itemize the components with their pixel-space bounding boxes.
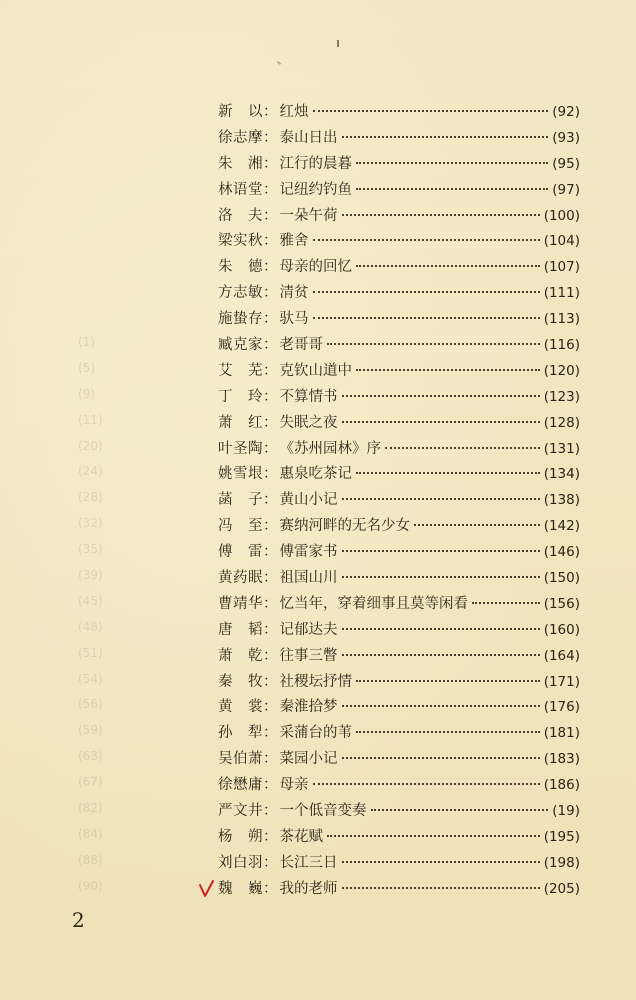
toc-separator: ： bbox=[263, 466, 278, 483]
dot-leader bbox=[313, 291, 540, 293]
toc-page-ref: (113) bbox=[543, 311, 580, 328]
toc-title: 记纽约钓鱼 bbox=[279, 181, 352, 198]
toc-author: 叶圣陶 bbox=[218, 440, 263, 457]
toc-page-ref: (195) bbox=[543, 828, 580, 845]
toc-entry bbox=[218, 488, 580, 514]
toc-author: 施蛰存 bbox=[218, 311, 263, 328]
toc-separator: ： bbox=[263, 311, 278, 328]
toc-page-ref: (164) bbox=[543, 647, 580, 664]
toc-entry bbox=[218, 255, 580, 281]
toc-entry bbox=[218, 229, 580, 255]
toc-title: 雅舍 bbox=[279, 233, 309, 250]
toc-author: 曹靖华 bbox=[218, 595, 263, 612]
dot-leader bbox=[327, 835, 540, 837]
toc-title: 不算情书 bbox=[279, 388, 338, 405]
dot-leader bbox=[342, 498, 540, 500]
toc-entry bbox=[218, 773, 580, 799]
dot-leader bbox=[356, 188, 548, 190]
dot-leader bbox=[313, 317, 540, 319]
toc-title: 茶花赋 bbox=[279, 828, 323, 845]
toc-separator: ： bbox=[263, 362, 278, 379]
toc-page-ref: (183) bbox=[543, 751, 580, 768]
toc-author: 姚雪垠 bbox=[218, 466, 263, 483]
toc-entry bbox=[218, 877, 580, 903]
dot-leader bbox=[414, 524, 540, 526]
toc-page-ref: (160) bbox=[543, 621, 580, 638]
dot-leader bbox=[313, 783, 540, 785]
toc-entry bbox=[218, 437, 580, 463]
toc-page-ref: (176) bbox=[543, 699, 580, 716]
toc-entry bbox=[218, 799, 580, 825]
toc-author: 魏 巍 bbox=[218, 880, 263, 897]
bleed-through-number: (84) bbox=[78, 826, 103, 841]
toc-author: 冯 至 bbox=[218, 518, 263, 535]
toc-page-ref: (19) bbox=[552, 803, 580, 820]
bleed-through-number: (54) bbox=[78, 671, 103, 686]
dot-leader bbox=[342, 861, 540, 863]
bleed-through-number: (24) bbox=[78, 464, 103, 479]
table-of-contents bbox=[218, 100, 580, 903]
toc-title: 黄山小记 bbox=[279, 492, 338, 509]
toc-author: 秦 牧 bbox=[218, 673, 263, 690]
toc-separator: ： bbox=[263, 337, 278, 354]
toc-separator: ： bbox=[263, 129, 278, 146]
dot-leader bbox=[356, 731, 540, 733]
bleed-through-number: (63) bbox=[78, 749, 103, 764]
toc-page-ref: (100) bbox=[543, 207, 580, 224]
bleed-through-number: (59) bbox=[78, 723, 103, 738]
toc-author: 杨 朔 bbox=[218, 828, 263, 845]
toc-title: 失眠之夜 bbox=[279, 414, 338, 431]
toc-entry bbox=[218, 333, 580, 359]
toc-separator: ： bbox=[263, 751, 278, 768]
toc-author: 新 以 bbox=[218, 104, 263, 120]
toc-title: 社稷坛抒情 bbox=[279, 673, 352, 690]
toc-author: 洛 夫 bbox=[218, 207, 263, 224]
toc-page-ref: (92) bbox=[552, 104, 580, 120]
toc-page-ref: (134) bbox=[543, 466, 580, 483]
toc-page-ref: (131) bbox=[543, 440, 580, 457]
toc-separator: ： bbox=[263, 725, 278, 742]
toc-entry bbox=[218, 747, 580, 773]
bleed-through-number: (90) bbox=[78, 878, 103, 893]
toc-author: 刘白羽 bbox=[218, 854, 263, 871]
toc-title: 长江三日 bbox=[279, 854, 338, 871]
dot-leader bbox=[342, 887, 540, 889]
page-number: 2 bbox=[72, 908, 85, 932]
toc-author: 朱 湘 bbox=[218, 155, 263, 172]
toc-entry bbox=[218, 644, 580, 670]
toc-entry bbox=[218, 592, 580, 618]
bleed-through-page-numbers bbox=[78, 330, 118, 900]
toc-page-ref: (123) bbox=[543, 388, 580, 405]
toc-entry bbox=[218, 514, 580, 540]
toc-author: 黄 裳 bbox=[218, 699, 263, 716]
toc-title: 傅雷家书 bbox=[279, 544, 338, 561]
dot-leader bbox=[313, 110, 549, 112]
red-checkmark-icon bbox=[198, 880, 216, 898]
toc-separator: ： bbox=[263, 570, 278, 587]
toc-author: 林语堂 bbox=[218, 181, 263, 198]
toc-page-ref: (142) bbox=[543, 518, 580, 535]
toc-page-ref: (97) bbox=[552, 181, 580, 198]
toc-title: 采蒲台的苇 bbox=[279, 725, 352, 742]
bleed-through-number: (28) bbox=[78, 490, 103, 505]
dot-leader bbox=[342, 550, 540, 552]
toc-page-ref: (111) bbox=[543, 285, 580, 302]
toc-author: 萧 红 bbox=[218, 414, 263, 431]
toc-title: 红烛 bbox=[279, 104, 309, 120]
toc-title: 《苏州园林》序 bbox=[279, 440, 381, 457]
bleed-through-number: (1) bbox=[78, 335, 95, 349]
toc-author: 傅 雷 bbox=[218, 544, 263, 561]
toc-page-ref: (146) bbox=[543, 544, 580, 561]
toc-separator: ： bbox=[263, 647, 278, 664]
dot-leader bbox=[342, 757, 540, 759]
dot-leader bbox=[342, 421, 540, 423]
toc-author: 朱 德 bbox=[218, 259, 263, 276]
toc-separator: ： bbox=[263, 828, 278, 845]
toc-author: 梁实秋 bbox=[218, 233, 263, 250]
dot-leader bbox=[313, 239, 540, 241]
dot-leader bbox=[342, 214, 540, 216]
toc-title: 赛纳河畔的无名少女 bbox=[279, 518, 410, 535]
toc-title: 记郁达夫 bbox=[279, 621, 338, 638]
bleed-through-number: (32) bbox=[78, 516, 103, 531]
bleed-through-number: (67) bbox=[78, 775, 103, 790]
toc-separator: ： bbox=[263, 440, 278, 457]
toc-title: 清贫 bbox=[279, 285, 309, 302]
toc-entry bbox=[218, 462, 580, 488]
toc-author: 吴伯萧 bbox=[218, 751, 263, 768]
toc-separator: ： bbox=[263, 803, 278, 820]
toc-author: 严文井 bbox=[218, 803, 263, 820]
dot-leader bbox=[342, 628, 540, 630]
dot-leader bbox=[472, 602, 540, 604]
toc-separator: ： bbox=[263, 595, 278, 612]
bleed-through-number: (48) bbox=[78, 619, 103, 634]
toc-title: 江行的晨暮 bbox=[279, 155, 352, 172]
toc-page-ref: (138) bbox=[543, 492, 580, 509]
toc-entry bbox=[218, 307, 580, 333]
bleed-through-number: (20) bbox=[78, 438, 103, 453]
toc-title: 祖国山川 bbox=[279, 570, 338, 587]
toc-entry bbox=[218, 618, 580, 644]
toc-separator: ： bbox=[263, 699, 278, 716]
toc-title: 克钦山道中 bbox=[279, 362, 352, 379]
toc-separator: ： bbox=[263, 104, 278, 120]
dot-leader bbox=[356, 369, 540, 371]
toc-title: 一个低音变奏 bbox=[279, 803, 367, 820]
toc-title: 我的老师 bbox=[279, 880, 338, 897]
toc-author: 臧克家 bbox=[218, 337, 263, 354]
toc-entry bbox=[218, 204, 580, 230]
toc-separator: ： bbox=[263, 233, 278, 250]
toc-author: 萧 乾 bbox=[218, 647, 263, 664]
toc-page-ref: (198) bbox=[543, 854, 580, 871]
toc-separator: ： bbox=[263, 854, 278, 871]
toc-page-ref: (128) bbox=[543, 414, 580, 431]
toc-title: 惠泉吃茶记 bbox=[279, 466, 352, 483]
bleed-through-number: (51) bbox=[78, 645, 103, 660]
toc-page-ref: (93) bbox=[552, 129, 580, 146]
print-speck bbox=[277, 61, 281, 65]
dot-leader bbox=[356, 472, 540, 474]
toc-title: 母亲 bbox=[279, 777, 309, 794]
toc-entry bbox=[218, 100, 580, 126]
toc-title: 往事三瞥 bbox=[279, 647, 338, 664]
toc-separator: ： bbox=[263, 880, 278, 897]
toc-separator: ： bbox=[263, 621, 278, 638]
toc-separator: ： bbox=[263, 181, 278, 198]
bleed-through-number: (39) bbox=[78, 568, 103, 583]
toc-separator: ： bbox=[263, 414, 278, 431]
bleed-through-number: (35) bbox=[78, 542, 103, 557]
toc-author: 孙 犁 bbox=[218, 725, 263, 742]
toc-separator: ： bbox=[263, 544, 278, 561]
toc-title: 秦淮拾梦 bbox=[279, 699, 338, 716]
toc-author: 艾 芜 bbox=[218, 362, 263, 379]
toc-title: 母亲的回忆 bbox=[279, 259, 352, 276]
print-speck bbox=[337, 40, 339, 47]
toc-separator: ： bbox=[263, 518, 278, 535]
toc-page-ref: (171) bbox=[543, 673, 580, 690]
toc-entry bbox=[218, 178, 580, 204]
dot-leader bbox=[342, 395, 540, 397]
toc-separator: ： bbox=[263, 259, 278, 276]
toc-separator: ： bbox=[263, 285, 278, 302]
toc-entry bbox=[218, 152, 580, 178]
bleed-through-number: (11) bbox=[78, 412, 103, 427]
toc-separator: ： bbox=[263, 155, 278, 172]
toc-entry bbox=[218, 385, 580, 411]
toc-page-ref: (156) bbox=[543, 595, 580, 612]
toc-title: 泰山日出 bbox=[279, 129, 338, 146]
toc-entry bbox=[218, 566, 580, 592]
toc-title: 老哥哥 bbox=[279, 337, 323, 354]
dot-leader bbox=[342, 705, 540, 707]
toc-page-ref: (150) bbox=[543, 570, 580, 587]
toc-page-ref: (116) bbox=[543, 337, 580, 354]
dot-leader bbox=[356, 162, 548, 164]
toc-separator: ： bbox=[263, 207, 278, 224]
toc-separator: ： bbox=[263, 777, 278, 794]
toc-entry bbox=[218, 670, 580, 696]
dot-leader bbox=[342, 136, 549, 138]
toc-author: 菡 子 bbox=[218, 492, 263, 509]
toc-author: 方志敏 bbox=[218, 285, 263, 302]
toc-title: 菜园小记 bbox=[279, 751, 338, 768]
dot-leader bbox=[342, 654, 540, 656]
toc-page-ref: (186) bbox=[543, 777, 580, 794]
toc-entry bbox=[218, 540, 580, 566]
toc-title: 驮马 bbox=[279, 311, 309, 328]
dot-leader bbox=[371, 809, 549, 811]
dot-leader bbox=[356, 265, 540, 267]
toc-entry bbox=[218, 281, 580, 307]
toc-separator: ： bbox=[263, 492, 278, 509]
bleed-through-number: (88) bbox=[78, 852, 103, 867]
toc-title: 忆当年，穿着细事且莫等闲看 bbox=[279, 595, 468, 612]
toc-author: 丁 玲 bbox=[218, 388, 263, 405]
toc-page-ref: (181) bbox=[543, 725, 580, 742]
toc-entry bbox=[218, 825, 580, 851]
toc-page-ref: (107) bbox=[543, 259, 580, 276]
bleed-through-number: (56) bbox=[78, 697, 103, 712]
bleed-through-number: (9) bbox=[78, 386, 95, 401]
toc-author: 徐懋庸 bbox=[218, 777, 263, 794]
dot-leader bbox=[356, 680, 540, 682]
toc-author: 唐 韬 bbox=[218, 621, 263, 638]
dot-leader bbox=[342, 576, 540, 578]
toc-entry bbox=[218, 126, 580, 152]
toc-title: 一朵午荷 bbox=[279, 207, 338, 224]
toc-page-ref: (120) bbox=[543, 362, 580, 379]
bleed-through-number: (82) bbox=[78, 801, 103, 816]
toc-separator: ： bbox=[263, 673, 278, 690]
toc-entry bbox=[218, 359, 580, 385]
toc-separator: ： bbox=[263, 388, 278, 405]
toc-entry bbox=[218, 851, 580, 877]
dot-leader bbox=[385, 447, 540, 449]
toc-page-ref: (95) bbox=[552, 155, 580, 172]
toc-entry bbox=[218, 721, 580, 747]
toc-author: 黄药眠 bbox=[218, 570, 263, 587]
bleed-through-number: (5) bbox=[78, 360, 95, 375]
toc-page-ref: (104) bbox=[543, 233, 580, 250]
toc-entry bbox=[218, 695, 580, 721]
toc-author: 徐志摩 bbox=[218, 129, 263, 146]
toc-page-ref: (205) bbox=[543, 880, 580, 897]
toc-entry bbox=[218, 411, 580, 437]
dot-leader bbox=[327, 343, 540, 345]
bleed-through-number: (45) bbox=[78, 593, 103, 608]
